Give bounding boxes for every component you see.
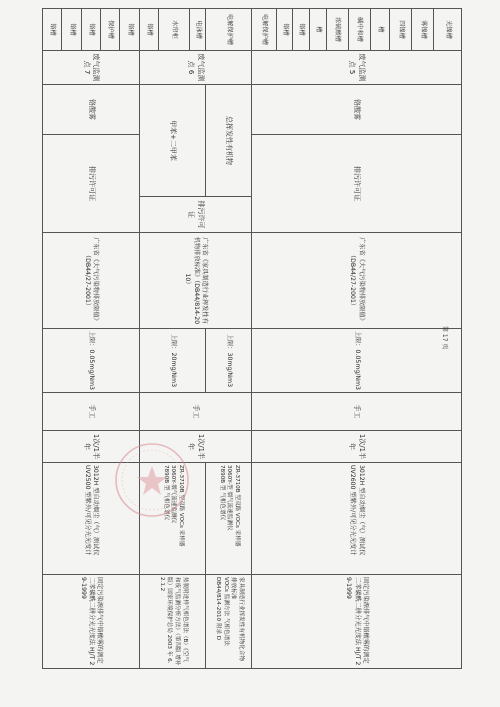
tank-cell: 碱中和槽 [348, 9, 370, 51]
method-6: 手工 [139, 393, 251, 431]
tank-cell: 铬槽 [81, 9, 100, 51]
monitoring-point: 废气监测点 5 [251, 51, 461, 85]
standard-6: 广东省《家具制造行业挥发性有机物排放标准》（DB44/814-2010） [139, 233, 251, 329]
monitoring-point-7: 废气监测点 7 [43, 51, 140, 85]
page-number: 第 17 页 [441, 326, 448, 350]
limit-benzene: 上限：20mg/Nm3 [139, 329, 205, 393]
tank-cell: 铬槽 [293, 9, 310, 51]
standard-method: 固定污染源排气中铬酸雾的测定 二苯碳酰二肼分光光度法 HJ/T 29-1999 [251, 575, 461, 669]
tank-cell: 水帘柜 [159, 9, 189, 51]
tank-cell: 铬槽 [62, 9, 81, 51]
method-7: 手工 [43, 393, 140, 431]
tank-cell: 铬槽 [43, 9, 62, 51]
pollutant-voc: 总挥发性有机物 [206, 85, 252, 197]
tank-cell: 浓硫酸槽 [326, 9, 348, 51]
frequency-7: 1次/1半年 [43, 431, 140, 463]
tank-cell: 四镍槽 [390, 9, 412, 51]
standard-7: 广东省《大气污染物排放限值》（DB44/27-2001） [43, 233, 140, 329]
basis-7: 排污许可证 [43, 135, 140, 233]
pollutant-benzene: 甲苯+二甲苯 [139, 85, 205, 197]
tank-cell: 电泳槽 [189, 9, 206, 51]
monitoring-point-6: 废气监测点 6 [139, 51, 251, 85]
standard-method-7: 固定污染源排气中铬酸雾的测定 二苯碳酰二肼分光光度法 HJ/T 29-1999 [43, 575, 140, 669]
limit-voc: 上限：30mg/Nm3 [206, 329, 252, 393]
tank-cell: 电解保护槽 [206, 9, 252, 51]
frequency: 1次/1半年 [251, 431, 461, 463]
tank-cell: 电解保护槽 [251, 9, 276, 51]
company-seal-icon [112, 440, 192, 520]
tank-cell: 保护槽 [101, 9, 120, 51]
method: 手工 [251, 393, 461, 431]
tank-cell: 铬槽 [139, 9, 158, 51]
frequency-6: 1次/1半年 [139, 431, 251, 463]
monitoring-table [42, 8, 462, 669]
rotated-table-sheet [42, 8, 462, 668]
standard-method-voc: 家具制造行业挥发性有机物化合物排放标准 VOCs 监测方法 气相色谱法 DB44/814-2010 附录 D [206, 575, 252, 669]
instrument-voc: ZR-3710B 型双路 VOCs 采样器 3060Y-型 烟气流速监测仪 7890B 型 气相色谱仪 [206, 463, 252, 575]
tank-cell: 雾镍槽 [412, 9, 434, 51]
instrument-benzene: ZR-3710B 型双路 VOCs 采样器 3060Y-烟气流速监测仪 7890B 型 气相色谱仪 [139, 463, 205, 575]
tank-cell: 光镍槽 [434, 9, 462, 51]
tank-cell: 槽 [370, 9, 389, 51]
basis: 排污许可证 [251, 135, 461, 233]
tank-cell: 铬槽 [276, 9, 293, 51]
instrument: 3012H 型自动烟尘（气）测试仪 UV2600 型紫外/可见分光光度计 [251, 463, 461, 575]
limit-7: 上限：0.05mg/Nm3 [43, 329, 140, 393]
pollutant-7: 铬酸雾 [43, 85, 140, 135]
basis-6: 排污许可证 [139, 197, 251, 233]
limit: 上限：0.05mg/Nm3 [251, 329, 461, 393]
standard-method-benzene: 热脱附进样气相色谱法（B）《空气和废气监测分析方法》（第四版 增补版）国家环境保护总局 2003 年 6.2.1.2 [139, 575, 205, 669]
standard: 广东省《大气污染物排放限值》（DB44/27-2001） [251, 233, 461, 329]
tank-cell: 槽 [310, 9, 327, 51]
instrument-7: 3012H 型自动烟尘（气）测试仪 UV2500 型紫外/可见分光光度计 [43, 463, 140, 575]
pollutant: 铬酸雾 [251, 85, 461, 135]
tank-cell: 铬槽 [120, 9, 139, 51]
